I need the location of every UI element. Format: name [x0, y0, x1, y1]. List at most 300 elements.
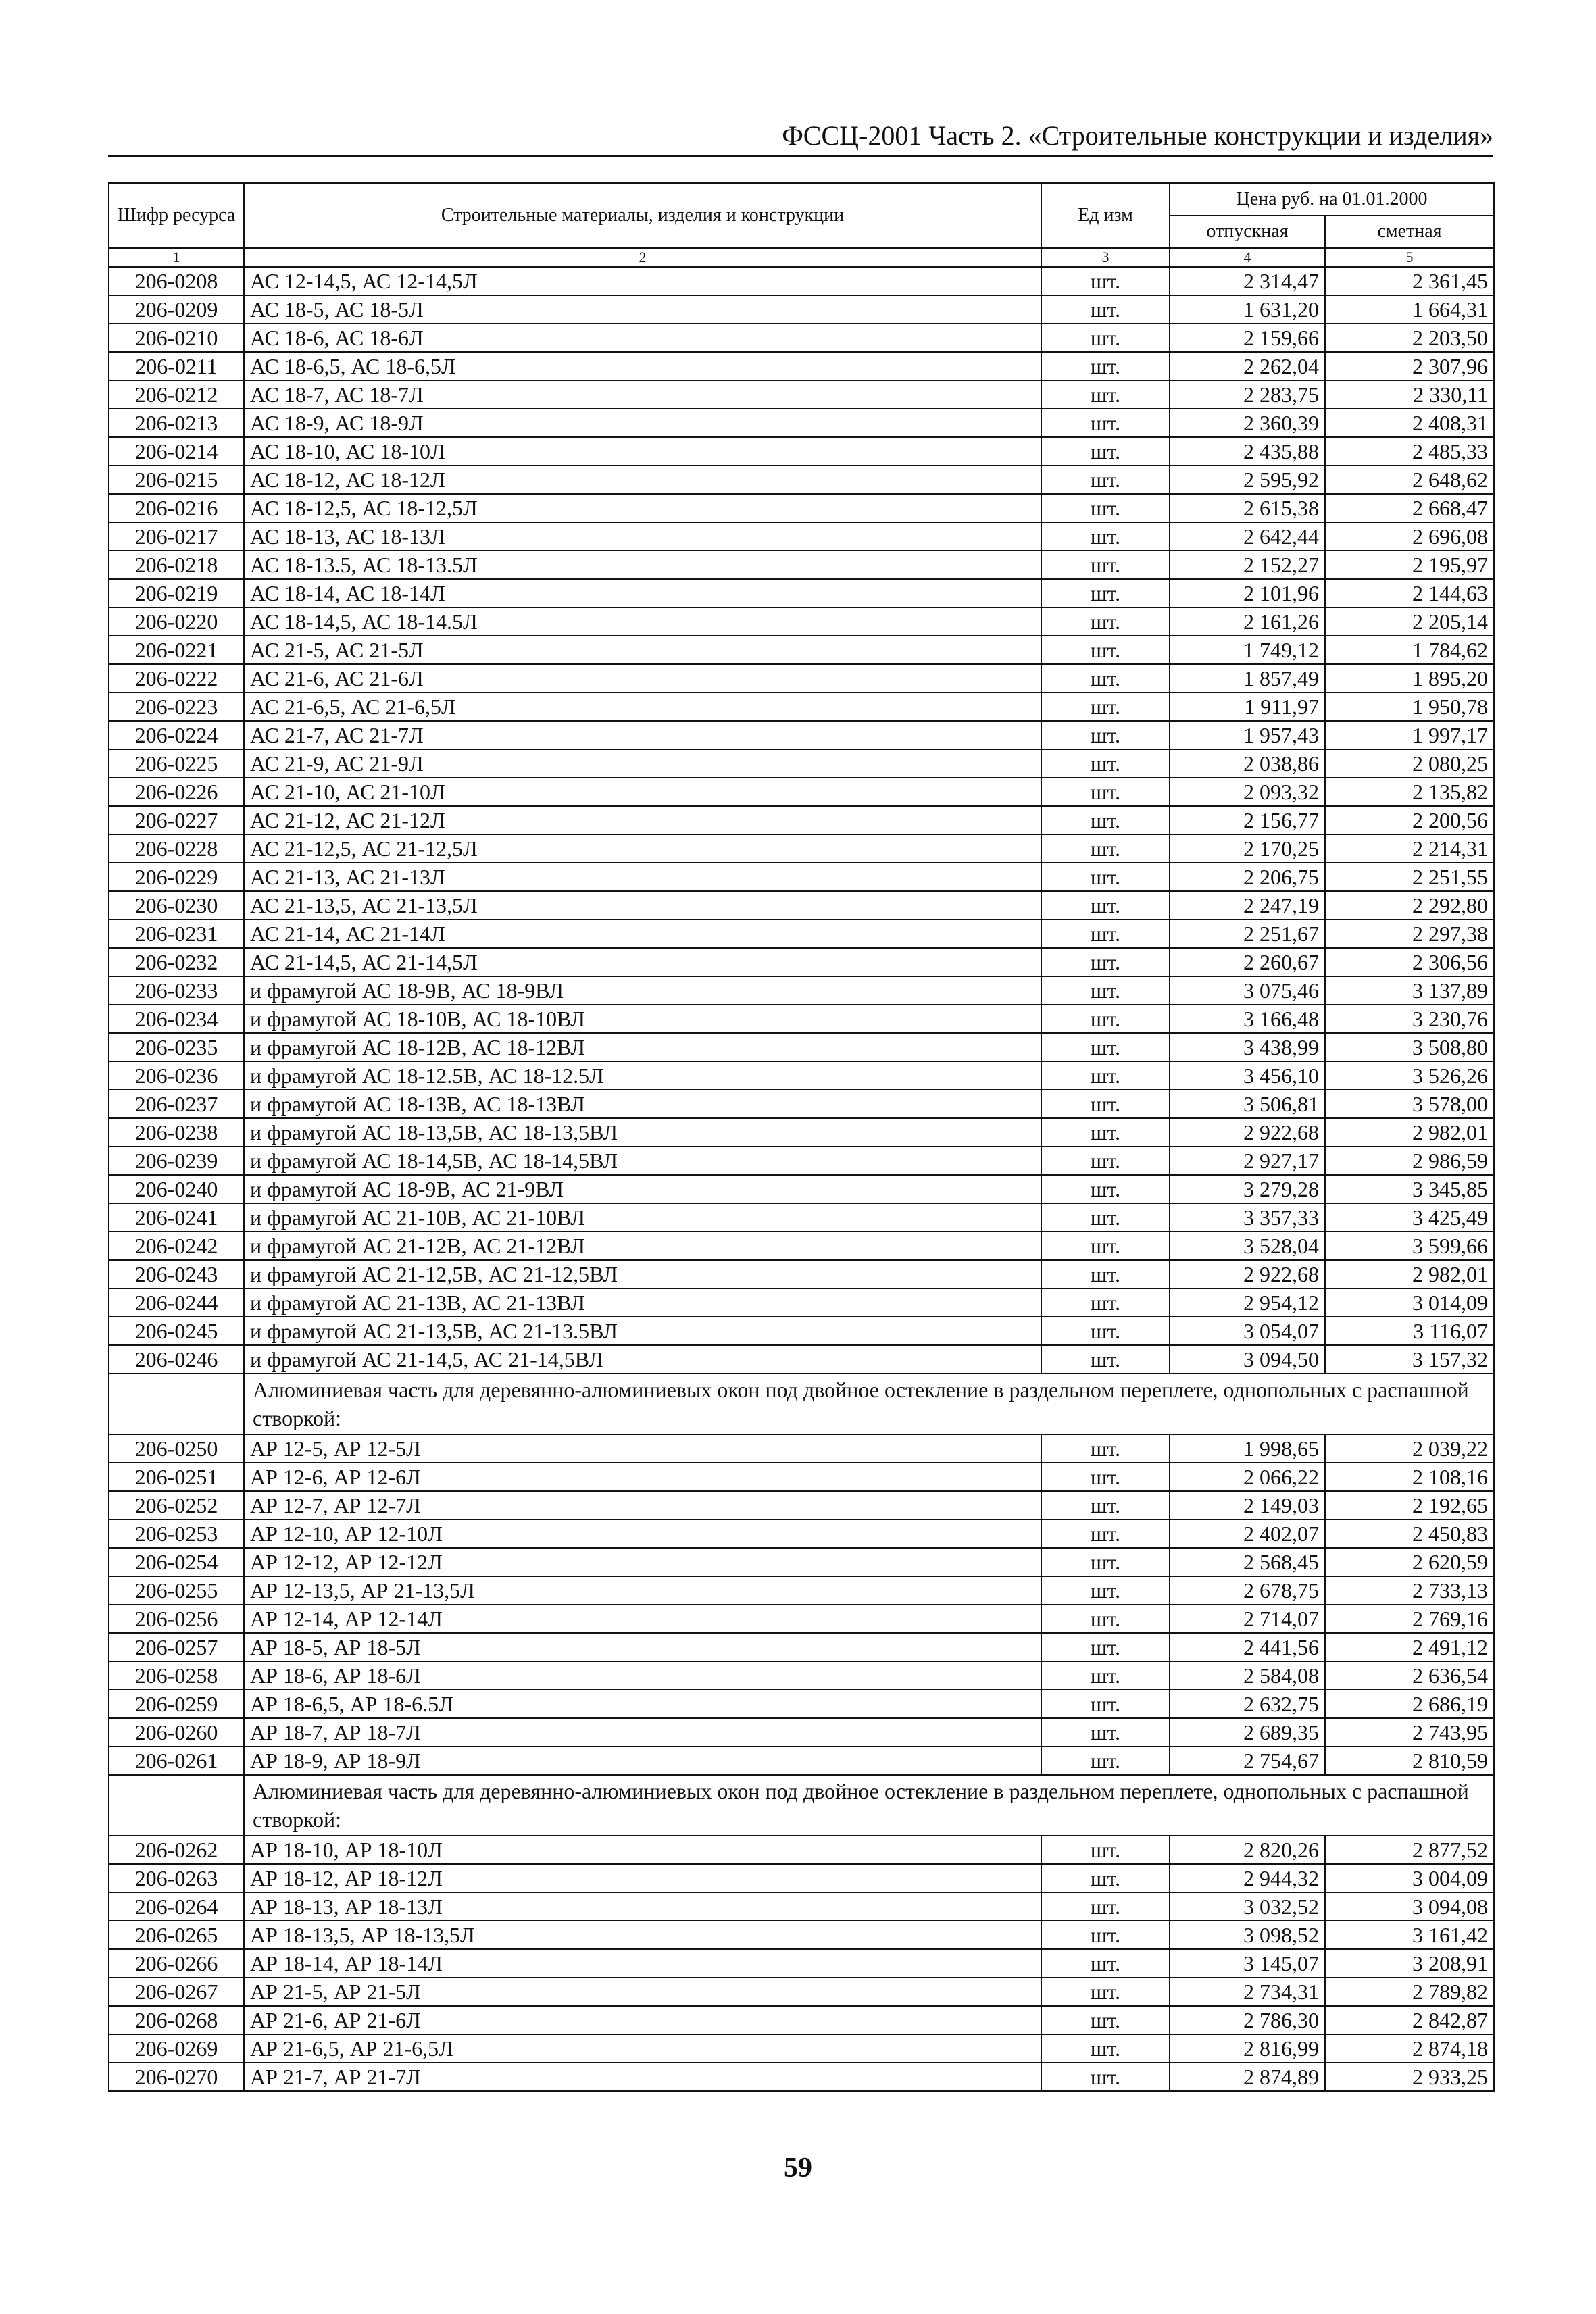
release-price-cell: 3 054,07 [1170, 1317, 1325, 1345]
table-row [109, 1864, 1494, 1892]
unit-cell: шт. [1041, 522, 1170, 551]
resource-code-cell: 206-0245 [109, 1317, 244, 1345]
item-name-cell: АР 18-14, АР 18-14Л [244, 1949, 1041, 1978]
estimate-price-cell: 2 668,47 [1325, 494, 1494, 522]
table-row [109, 1203, 1494, 1232]
estimate-price-cell: 3 345,85 [1325, 1175, 1494, 1203]
header-price-group: Цена руб. на 01.01.2000 [1170, 183, 1494, 216]
item-name-cell: и фрамугой АС 21-12В, АС 21-12ВЛ [244, 1232, 1041, 1260]
table-row [109, 1548, 1494, 1576]
column-number: 1 [109, 248, 244, 267]
item-name-cell: и фрамугой АС 18-12В, АС 18-12ВЛ [244, 1033, 1041, 1061]
release-price-cell: 3 528,04 [1170, 1232, 1325, 1260]
release-price-cell: 2 927,17 [1170, 1147, 1325, 1175]
release-price-cell: 1 631,20 [1170, 295, 1325, 324]
unit-cell: шт. [1041, 1175, 1170, 1203]
table-row [109, 522, 1494, 551]
estimate-price-cell: 2 361,45 [1325, 267, 1494, 295]
resource-code-cell: 206-0268 [109, 2006, 244, 2034]
resource-code-cell: 206-0258 [109, 1661, 244, 1690]
section-heading: Алюминиевая часть для деревянно-алюминиевых окон под двойное остекление в раздельном переплете, однопольных с распашной створкой: [244, 1374, 1494, 1434]
column-number: 3 [1041, 248, 1170, 267]
estimate-price-cell: 2 982,01 [1325, 1260, 1494, 1288]
release-price-cell: 2 159,66 [1170, 324, 1325, 352]
estimate-price-cell: 2 450,83 [1325, 1519, 1494, 1548]
unit-cell: шт. [1041, 1061, 1170, 1090]
table-row [109, 920, 1494, 948]
resource-code-cell: 206-0252 [109, 1491, 244, 1519]
item-name-cell: АР 21-7, АР 21-7Л [244, 2063, 1041, 2091]
resource-code-cell: 206-0235 [109, 1033, 244, 1061]
resource-code-cell: 206-0256 [109, 1605, 244, 1633]
release-price-cell: 3 438,99 [1170, 1033, 1325, 1061]
table-row [109, 948, 1494, 976]
estimate-price-cell: 2 789,82 [1325, 1978, 1494, 2006]
unit-cell: шт. [1041, 1118, 1170, 1147]
table-row [109, 2006, 1494, 2034]
table-row [109, 721, 1494, 749]
item-name-cell: АС 21-14, АС 21-14Л [244, 920, 1041, 948]
item-name-cell: и фрамугой АС 18-9В, АС 18-9ВЛ [244, 976, 1041, 1005]
table-row [109, 494, 1494, 522]
section-heading: Алюминиевая часть для деревянно-алюминиевых окон под двойное остекление в раздельном переплете, однопольных с распашной створкой: [244, 1775, 1494, 1836]
item-name-cell: и фрамугой АС 18-12.5В, АС 18-12.5Л [244, 1061, 1041, 1090]
unit-cell: шт. [1041, 1288, 1170, 1317]
resource-code-cell: 206-0243 [109, 1260, 244, 1288]
release-price-cell: 1 911,97 [1170, 693, 1325, 721]
unit-cell: шт. [1041, 1576, 1170, 1605]
estimate-price-cell: 2 620,59 [1325, 1548, 1494, 1576]
unit-cell: шт. [1041, 551, 1170, 579]
estimate-price-cell: 2 874,18 [1325, 2034, 1494, 2063]
table-row [109, 409, 1494, 437]
release-price-cell: 2 260,67 [1170, 948, 1325, 976]
header-name: Строительные материалы, изделия и конструкции [244, 183, 1041, 248]
release-price-cell: 2 262,04 [1170, 352, 1325, 380]
table-row [109, 806, 1494, 834]
release-price-cell: 3 456,10 [1170, 1061, 1325, 1090]
resource-code-cell: 206-0267 [109, 1978, 244, 2006]
estimate-price-cell: 1 664,31 [1325, 295, 1494, 324]
resource-code-cell: 206-0219 [109, 579, 244, 607]
release-price-cell: 2 689,35 [1170, 1718, 1325, 1746]
estimate-price-cell: 2 039,22 [1325, 1434, 1494, 1463]
release-price-cell: 2 714,07 [1170, 1605, 1325, 1633]
estimate-price-cell: 1 950,78 [1325, 693, 1494, 721]
release-price-cell: 2 632,75 [1170, 1690, 1325, 1718]
release-price-cell: 2 161,26 [1170, 607, 1325, 636]
resource-code-cell: 206-0212 [109, 380, 244, 409]
table-row [109, 324, 1494, 352]
document-title: ФССЦ-2001 Часть 2. «Строительные конструкции и изделия» [782, 120, 1493, 151]
table-row [109, 1345, 1494, 1374]
resource-code-cell: 206-0225 [109, 749, 244, 778]
estimate-price-cell: 2 491,12 [1325, 1633, 1494, 1661]
column-number: 4 [1170, 248, 1325, 267]
resource-code-cell: 206-0214 [109, 437, 244, 466]
item-name-cell: АР 18-13, АР 18-13Л [244, 1892, 1041, 1921]
item-name-cell: АР 12-6, АР 12-6Л [244, 1463, 1041, 1491]
item-name-cell: АС 18-13.5, АС 18-13.5Л [244, 551, 1041, 579]
table-row [109, 976, 1494, 1005]
item-name-cell: АР 12-7, АР 12-7Л [244, 1491, 1041, 1519]
unit-cell: шт. [1041, 352, 1170, 380]
resource-code-cell: 206-0221 [109, 636, 244, 664]
estimate-price-cell: 3 014,09 [1325, 1288, 1494, 1317]
unit-cell: шт. [1041, 721, 1170, 749]
estimate-price-cell: 1 784,62 [1325, 636, 1494, 664]
estimate-price-cell: 2 135,82 [1325, 778, 1494, 806]
estimate-price-cell: 2 933,25 [1325, 2063, 1494, 2091]
release-price-cell: 2 149,03 [1170, 1491, 1325, 1519]
resource-code-cell: 206-0241 [109, 1203, 244, 1232]
item-name-cell: АР 12-10, АР 12-10Л [244, 1519, 1041, 1548]
item-name-cell: АР 21-5, АР 21-5Л [244, 1978, 1041, 2006]
table-row [109, 1061, 1494, 1090]
table-row [109, 1633, 1494, 1661]
header-unit: Ед изм [1041, 183, 1170, 248]
unit-cell: шт. [1041, 749, 1170, 778]
resource-code-cell: 206-0269 [109, 2034, 244, 2063]
resource-code-cell: 206-0266 [109, 1949, 244, 1978]
resource-code-cell: 206-0224 [109, 721, 244, 749]
release-price-cell: 2 954,12 [1170, 1288, 1325, 1317]
table-row [109, 1978, 1494, 2006]
resource-code-cell: 206-0236 [109, 1061, 244, 1090]
resource-code-cell: 206-0257 [109, 1633, 244, 1661]
release-price-cell: 3 166,48 [1170, 1005, 1325, 1033]
estimate-price-cell: 2 648,62 [1325, 466, 1494, 494]
item-name-cell: и фрамугой АС 18-10В, АС 18-10ВЛ [244, 1005, 1041, 1033]
unit-cell: шт. [1041, 437, 1170, 466]
estimate-price-cell: 2 485,33 [1325, 437, 1494, 466]
estimate-price-cell: 1 895,20 [1325, 664, 1494, 693]
unit-cell: шт. [1041, 1317, 1170, 1345]
release-price-cell: 3 075,46 [1170, 976, 1325, 1005]
item-name-cell: АС 21-7, АС 21-7Л [244, 721, 1041, 749]
release-price-cell: 2 786,30 [1170, 2006, 1325, 2034]
resource-code-cell: 206-0238 [109, 1118, 244, 1147]
estimate-price-cell: 2 982,01 [1325, 1118, 1494, 1147]
item-name-cell: АР 12-14, АР 12-14Л [244, 1605, 1041, 1633]
table-row [109, 1434, 1494, 1463]
unit-cell: шт. [1041, 1836, 1170, 1864]
table-row [109, 466, 1494, 494]
section-heading-row [109, 1775, 1494, 1836]
estimate-price-cell: 3 526,26 [1325, 1061, 1494, 1090]
resource-code-cell: 206-0255 [109, 1576, 244, 1605]
table-row [109, 1260, 1494, 1288]
item-name-cell: АР 12-5, АР 12-5Л [244, 1434, 1041, 1463]
table-row [109, 1005, 1494, 1033]
table-row [109, 1836, 1494, 1864]
release-price-cell: 2 206,75 [1170, 863, 1325, 891]
unit-cell: шт. [1041, 1260, 1170, 1288]
table-row [109, 1491, 1494, 1519]
table-row [109, 1175, 1494, 1203]
unit-cell: шт. [1041, 324, 1170, 352]
unit-cell: шт. [1041, 806, 1170, 834]
estimate-price-cell: 3 157,32 [1325, 1345, 1494, 1374]
estimate-price-cell: 3 208,91 [1325, 1949, 1494, 1978]
item-name-cell: АР 12-13,5, АР 21-13,5Л [244, 1576, 1041, 1605]
unit-cell: шт. [1041, 2034, 1170, 2063]
resource-code-cell: 206-0222 [109, 664, 244, 693]
item-name-cell: АС 18-10, АС 18-10Л [244, 437, 1041, 466]
item-name-cell: и фрамугой АС 21-14,5, АС 21-14,5ВЛ [244, 1345, 1041, 1374]
release-price-cell: 2 435,88 [1170, 437, 1325, 466]
unit-cell: шт. [1041, 1463, 1170, 1491]
table-row [109, 834, 1494, 863]
resource-code-cell: 206-0261 [109, 1746, 244, 1775]
item-name-cell: АР 18-6, АР 18-6Л [244, 1661, 1041, 1690]
item-name-cell: АР 18-13,5, АР 18-13,5Л [244, 1921, 1041, 1949]
release-price-cell: 2 441,56 [1170, 1633, 1325, 1661]
table-row [109, 891, 1494, 920]
unit-cell: шт. [1041, 1864, 1170, 1892]
estimate-price-cell: 2 743,95 [1325, 1718, 1494, 1746]
release-price-cell: 2 922,68 [1170, 1260, 1325, 1288]
unit-cell: шт. [1041, 1203, 1170, 1232]
release-price-cell: 2 754,67 [1170, 1746, 1325, 1775]
resource-code-cell: 206-0227 [109, 806, 244, 834]
item-name-cell: АС 18-6,5, АС 18-6,5Л [244, 352, 1041, 380]
item-name-cell: и фрамугой АС 18-14,5В, АС 18-14,5ВЛ [244, 1147, 1041, 1175]
estimate-price-cell: 2 733,13 [1325, 1576, 1494, 1605]
estimate-price-cell: 2 686,19 [1325, 1690, 1494, 1718]
table-row [109, 778, 1494, 806]
unit-cell: шт. [1041, 1147, 1170, 1175]
item-name-cell: АС 21-6, АС 21-6Л [244, 664, 1041, 693]
resource-code-cell: 206-0240 [109, 1175, 244, 1203]
table-row [109, 1661, 1494, 1690]
unit-cell: шт. [1041, 380, 1170, 409]
item-name-cell: АС 18-6, АС 18-6Л [244, 324, 1041, 352]
table-row [109, 1718, 1494, 1746]
item-name-cell: и фрамугой АС 21-13,5В, АС 21-13.5ВЛ [244, 1317, 1041, 1345]
release-price-cell: 2 642,44 [1170, 522, 1325, 551]
release-price-cell: 2 734,31 [1170, 1978, 1325, 2006]
release-price-cell: 2 360,39 [1170, 409, 1325, 437]
estimate-price-cell: 2 251,55 [1325, 863, 1494, 891]
item-name-cell: АС 18-14,5, АС 18-14.5Л [244, 607, 1041, 636]
resource-code-cell: 206-0259 [109, 1690, 244, 1718]
release-price-cell: 2 247,19 [1170, 891, 1325, 920]
column-number: 5 [1325, 248, 1494, 267]
resource-code-cell: 206-0228 [109, 834, 244, 863]
release-price-cell: 2 152,27 [1170, 551, 1325, 579]
item-name-cell: АР 18-12, АР 18-12Л [244, 1864, 1041, 1892]
item-name-cell: АС 21-6,5, АС 21-6,5Л [244, 693, 1041, 721]
header-code: Шифр ресурса [109, 183, 244, 248]
table-row [109, 1690, 1494, 1718]
estimate-price-cell: 2 877,52 [1325, 1836, 1494, 1864]
estimate-price-cell: 3 599,66 [1325, 1232, 1494, 1260]
header-release-price: отпускная [1170, 216, 1325, 248]
table-row [109, 2063, 1494, 2091]
estimate-price-cell: 3 137,89 [1325, 976, 1494, 1005]
release-price-cell: 3 094,50 [1170, 1345, 1325, 1374]
table-row [109, 295, 1494, 324]
resource-code-cell: 206-0210 [109, 324, 244, 352]
resource-code-cell: 206-0263 [109, 1864, 244, 1892]
unit-cell: шт. [1041, 579, 1170, 607]
table-row [109, 863, 1494, 891]
estimate-price-cell: 2 200,56 [1325, 806, 1494, 834]
unit-cell: шт. [1041, 1033, 1170, 1061]
resource-code-cell: 206-0254 [109, 1548, 244, 1576]
estimate-price-cell: 3 508,80 [1325, 1033, 1494, 1061]
unit-cell: шт. [1041, 1921, 1170, 1949]
table-row [109, 437, 1494, 466]
estimate-price-cell: 3 161,42 [1325, 1921, 1494, 1949]
resource-code-cell: 206-0226 [109, 778, 244, 806]
resource-code-cell: 206-0234 [109, 1005, 244, 1033]
unit-cell: шт. [1041, 295, 1170, 324]
unit-cell: шт. [1041, 1519, 1170, 1548]
item-name-cell: АС 18-9, АС 18-9Л [244, 409, 1041, 437]
page-header [108, 119, 1493, 157]
resource-code-cell: 206-0231 [109, 920, 244, 948]
item-name-cell: и фрамугой АС 18-13,5В, АС 18-13,5ВЛ [244, 1118, 1041, 1147]
item-name-cell: и фрамугой АС 21-12,5В, АС 21-12,5ВЛ [244, 1260, 1041, 1288]
price-table [108, 182, 1495, 2092]
release-price-cell: 3 032,52 [1170, 1892, 1325, 1921]
table-row [109, 1147, 1494, 1175]
release-price-cell: 2 101,96 [1170, 579, 1325, 607]
unit-cell: шт. [1041, 1345, 1170, 1374]
table-row [109, 579, 1494, 607]
item-name-cell: АС 18-7, АС 18-7Л [244, 380, 1041, 409]
release-price-cell: 2 584,08 [1170, 1661, 1325, 1690]
resource-code-cell: 206-0265 [109, 1921, 244, 1949]
table-row [109, 636, 1494, 664]
resource-code-cell: 206-0264 [109, 1892, 244, 1921]
release-price-cell: 3 145,07 [1170, 1949, 1325, 1978]
release-price-cell: 2 093,32 [1170, 778, 1325, 806]
unit-cell: шт. [1041, 834, 1170, 863]
resource-code-cell: 206-0211 [109, 352, 244, 380]
resource-code-cell: 206-0242 [109, 1232, 244, 1260]
estimate-price-cell: 2 330,11 [1325, 380, 1494, 409]
estimate-price-cell: 2 842,87 [1325, 2006, 1494, 2034]
estimate-price-cell: 3 230,76 [1325, 1005, 1494, 1033]
unit-cell: шт. [1041, 948, 1170, 976]
section-heading-spacer [109, 1374, 244, 1434]
unit-cell: шт. [1041, 636, 1170, 664]
header-estimate-price: сметная [1325, 216, 1494, 248]
estimate-price-cell: 2 205,14 [1325, 607, 1494, 636]
item-name-cell: АР 18-5, АР 18-5Л [244, 1633, 1041, 1661]
release-price-cell: 2 038,86 [1170, 749, 1325, 778]
estimate-price-cell: 2 144,63 [1325, 579, 1494, 607]
resource-code-cell: 206-0270 [109, 2063, 244, 2091]
table-row [109, 1317, 1494, 1345]
unit-cell: шт. [1041, 1978, 1170, 2006]
unit-cell: шт. [1041, 863, 1170, 891]
unit-cell: шт. [1041, 1949, 1170, 1978]
resource-code-cell: 206-0251 [109, 1463, 244, 1491]
unit-cell: шт. [1041, 920, 1170, 948]
table-row [109, 267, 1494, 295]
table-row [109, 693, 1494, 721]
table-row [109, 1232, 1494, 1260]
item-name-cell: АС 21-13,5, АС 21-13,5Л [244, 891, 1041, 920]
resource-code-cell: 206-0213 [109, 409, 244, 437]
table-row [109, 551, 1494, 579]
item-name-cell: АС 18-5, АС 18-5Л [244, 295, 1041, 324]
estimate-price-cell: 2 986,59 [1325, 1147, 1494, 1175]
estimate-price-cell: 2 408,31 [1325, 409, 1494, 437]
item-name-cell: АР 21-6,5, АР 21-6,5Л [244, 2034, 1041, 2063]
resource-code-cell: 206-0218 [109, 551, 244, 579]
release-price-cell: 2 156,77 [1170, 806, 1325, 834]
estimate-price-cell: 3 094,08 [1325, 1892, 1494, 1921]
release-price-cell: 2 678,75 [1170, 1576, 1325, 1605]
release-price-cell: 2 170,25 [1170, 834, 1325, 863]
unit-cell: шт. [1041, 1005, 1170, 1033]
resource-code-cell: 206-0233 [109, 976, 244, 1005]
estimate-price-cell: 2 297,38 [1325, 920, 1494, 948]
unit-cell: шт. [1041, 664, 1170, 693]
resource-code-cell: 206-0223 [109, 693, 244, 721]
release-price-cell: 2 820,26 [1170, 1836, 1325, 1864]
unit-cell: шт. [1041, 1548, 1170, 1576]
item-name-cell: АС 18-12, АС 18-12Л [244, 466, 1041, 494]
unit-cell: шт. [1041, 2006, 1170, 2034]
release-price-cell: 3 279,28 [1170, 1175, 1325, 1203]
estimate-price-cell: 3 578,00 [1325, 1090, 1494, 1118]
table-row [109, 749, 1494, 778]
table-row [109, 1921, 1494, 1949]
table-row [109, 1605, 1494, 1633]
item-name-cell: АР 18-9, АР 18-9Л [244, 1746, 1041, 1775]
resource-code-cell: 206-0250 [109, 1434, 244, 1463]
estimate-price-cell: 3 116,07 [1325, 1317, 1494, 1345]
column-number: 2 [244, 248, 1041, 267]
resource-code-cell: 206-0220 [109, 607, 244, 636]
item-name-cell: АС 21-10, АС 21-10Л [244, 778, 1041, 806]
resource-code-cell: 206-0209 [109, 295, 244, 324]
resource-code-cell: 206-0208 [109, 267, 244, 295]
unit-cell: шт. [1041, 494, 1170, 522]
estimate-price-cell: 2 080,25 [1325, 749, 1494, 778]
unit-cell: шт. [1041, 1690, 1170, 1718]
release-price-cell: 1 749,12 [1170, 636, 1325, 664]
table-row [109, 1892, 1494, 1921]
table-row [109, 380, 1494, 409]
resource-code-cell: 206-0217 [109, 522, 244, 551]
unit-cell: шт. [1041, 1605, 1170, 1633]
unit-cell: шт. [1041, 1746, 1170, 1775]
release-price-cell: 2 615,38 [1170, 494, 1325, 522]
item-name-cell: АС 12-14,5, АС 12-14,5Л [244, 267, 1041, 295]
release-price-cell: 1 957,43 [1170, 721, 1325, 749]
table-row [109, 2034, 1494, 2063]
table-row [109, 1288, 1494, 1317]
estimate-price-cell: 2 203,50 [1325, 324, 1494, 352]
unit-cell: шт. [1041, 693, 1170, 721]
table-row [109, 664, 1494, 693]
item-name-cell: АС 21-12,5, АС 21-12,5Л [244, 834, 1041, 863]
item-name-cell: и фрамугой АС 21-13В, АС 21-13ВЛ [244, 1288, 1041, 1317]
resource-code-cell: 206-0253 [109, 1519, 244, 1548]
table-row [109, 1090, 1494, 1118]
item-name-cell: АР 12-12, АР 12-12Л [244, 1548, 1041, 1576]
estimate-price-cell: 2 195,97 [1325, 551, 1494, 579]
item-name-cell: АС 18-12,5, АС 18-12,5Л [244, 494, 1041, 522]
item-name-cell: АР 18-10, АР 18-10Л [244, 1836, 1041, 1864]
